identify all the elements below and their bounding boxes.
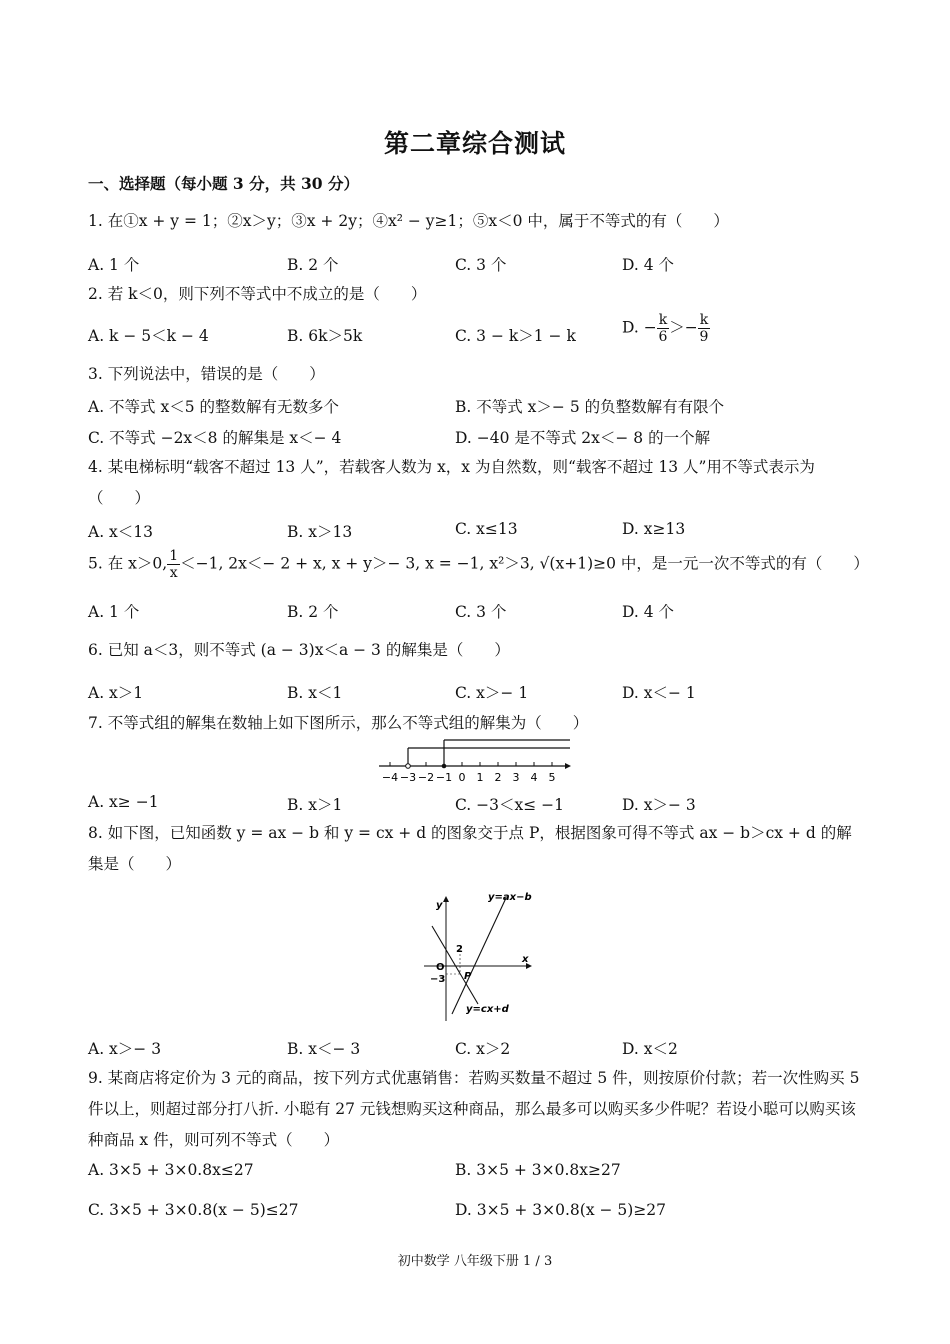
- function-graph-figure: [416, 886, 536, 1026]
- number-line-label: −4: [381, 771, 399, 784]
- q1-option-b[interactable]: B. 2 个: [287, 256, 339, 274]
- q2-option-d[interactable]: [622, 312, 710, 345]
- q9-option-b[interactable]: B. 3×5 + 3×0.8x≥27: [455, 1161, 621, 1179]
- q1-option-c[interactable]: C. 3 个: [455, 256, 507, 274]
- q6-option-d[interactable]: D. x＜− 1: [622, 684, 696, 702]
- q8-option-c[interactable]: C. x＞2: [455, 1040, 511, 1058]
- q7-option-b[interactable]: B. x＞1: [287, 796, 343, 814]
- q4-option-b[interactable]: B. x＞13: [287, 523, 353, 541]
- q3-option-d[interactable]: D. −40 是不等式 2x＜− 8 的一个解: [455, 429, 711, 447]
- number-line-label: 1: [476, 771, 484, 784]
- q3-option-a[interactable]: A. 不等式 x＜5 的整数解有无数多个: [88, 398, 340, 416]
- number-line-figure: [375, 738, 575, 786]
- q7-option-a[interactable]: A. x≥ −1: [88, 793, 159, 811]
- question-4-stem: 4. 某电梯标明“载客不超过 13 人”，若载客人数为 x，x 为自然数，则“载客不超过 13 人”用不等式表示为（ ）: [88, 458, 815, 507]
- q5-option-d[interactable]: D. 4 个: [622, 603, 675, 621]
- section-heading: 一、选择题（每小题 3 分，共 30 分）: [88, 174, 359, 193]
- number-line-label: 4: [530, 771, 538, 784]
- question-6-stem: 6. 已知 a＜3，则不等式 (a − 3)x＜a − 3 的解集是（ ）: [88, 641, 510, 659]
- number-line-label: −3: [399, 771, 417, 784]
- q8-option-a[interactable]: A. x＞− 3: [88, 1040, 162, 1058]
- q2-option-d-prefix: D. −: [622, 318, 657, 337]
- fraction-1-over-x: $\frac{1}{x}$: [169, 548, 179, 581]
- q9-option-d[interactable]: D. 3×5 + 3×0.8(x − 5)≥27: [455, 1201, 667, 1219]
- q4-option-d[interactable]: D. x≥13: [622, 520, 686, 538]
- label-y-axis: y: [436, 900, 443, 911]
- number-line-label: 0: [458, 771, 466, 784]
- q4-option-a[interactable]: A. x＜13: [88, 523, 154, 541]
- q5-option-b[interactable]: B. 2 个: [287, 603, 339, 621]
- q6-option-b[interactable]: B. x＜1: [287, 684, 343, 702]
- fraction-k-over-9: $\frac{k}{9}$: [699, 312, 709, 345]
- label-two: 2: [456, 944, 463, 955]
- question-7-stem: 7. 不等式组的解集在数轴上如下图所示，那么不等式组的解集为（ ）: [88, 714, 589, 732]
- number-line-label: −1: [435, 771, 453, 784]
- q3-option-c[interactable]: C. 不等式 −2x＜8 的解集是 x＜− 4: [88, 429, 342, 447]
- open-dot-neg3: [406, 764, 411, 769]
- label-point-p: P: [464, 971, 472, 982]
- number-line-label: 2: [494, 771, 502, 784]
- q3-option-b[interactable]: B. 不等式 x＞− 5 的负整数解有有限个: [455, 398, 725, 416]
- question-5-stem: 5. 在 x＞0, $\frac{1}{x}$ ＜−1, 2x＜− 2 + x, x + y＞− 3, x = −1, x²＞3, √(x+1)≥0 中，是一元一次不等式的有（ ）: [88, 548, 869, 581]
- q9-option-c[interactable]: C. 3×5 + 3×0.8(x − 5)≤27: [88, 1201, 299, 1219]
- q8-option-d[interactable]: D. x＜2: [622, 1040, 678, 1058]
- q2-option-d-mid: ＞−: [669, 318, 698, 337]
- q4-option-c[interactable]: C. x≤13: [455, 520, 518, 538]
- page-footer: 初中数学 八年级下册 1 / 3: [397, 1254, 553, 1269]
- q7-option-d[interactable]: D. x＞− 3: [622, 796, 696, 814]
- fraction-k-over-6: $\frac{k}{6}$: [658, 312, 668, 345]
- label-neg3: −3: [430, 974, 446, 985]
- q9-option-a[interactable]: A. 3×5 + 3×0.8x≤27: [88, 1161, 254, 1179]
- number-line-label: 5: [548, 771, 556, 784]
- q5-option-c[interactable]: C. 3 个: [455, 603, 507, 621]
- q8-option-b[interactable]: B. x＜− 3: [287, 1040, 361, 1058]
- closed-dot-neg1: [442, 764, 447, 769]
- question-2-stem: 2. 若 k＜0，则下列不等式中不成立的是（ ）: [88, 285, 427, 303]
- q5-option-a[interactable]: A. 1 个: [88, 603, 140, 621]
- q1-option-a[interactable]: A. 1 个: [88, 256, 140, 274]
- label-origin: O: [436, 962, 445, 973]
- number-line-label: 3: [512, 771, 520, 784]
- number-line-label: −2: [417, 771, 435, 784]
- q1-option-d[interactable]: D. 4 个: [622, 256, 675, 274]
- q7-option-c[interactable]: C. −3＜x≤ −1: [455, 796, 565, 814]
- page-title: 第二章综合测试: [383, 129, 566, 158]
- q6-option-a[interactable]: A. x＞1: [88, 684, 144, 702]
- label-y-ax-b: y=ax−b: [488, 892, 532, 903]
- q2-option-b[interactable]: B. 6k＞5k: [287, 327, 363, 345]
- question-8-stem: 8. 如下图，已知函数 y = ax − b 和 y = cx + d 的图象交于点 P，根据图象可得不等式 ax − b＞cx + d 的解集是（ ）: [88, 824, 852, 873]
- question-3-stem: 3. 下列说法中，错误的是（ ）: [88, 365, 325, 383]
- question-1-stem: 1. 在①x + y = 1；②x＞y；③x + 2y；④x² − y≥1；⑤x＜0 中，属于不等式的有（ ）: [88, 212, 729, 230]
- q2-option-a[interactable]: A. k − 5＜k − 4: [88, 327, 209, 345]
- q6-option-c[interactable]: C. x＞− 1: [455, 684, 529, 702]
- q2-option-c[interactable]: C. 3 − k＞1 − k: [455, 327, 576, 345]
- question-9-stem: 9. 某商店将定价为 3 元的商品，按下列方式优惠销售：若购买数量不超过 5 件，则按原价付款；若一次性购买 5 件以上，则超过部分打八折. 小聪有 27 元钱想购买这种商品，那么最多可以购买多少件呢？若设小聪可以购买该种商品 x 件，则可列不等式（ ）: [88, 1069, 860, 1149]
- label-y-cx-d: y=cx+d: [466, 1004, 509, 1015]
- label-x-axis: x: [522, 954, 529, 965]
